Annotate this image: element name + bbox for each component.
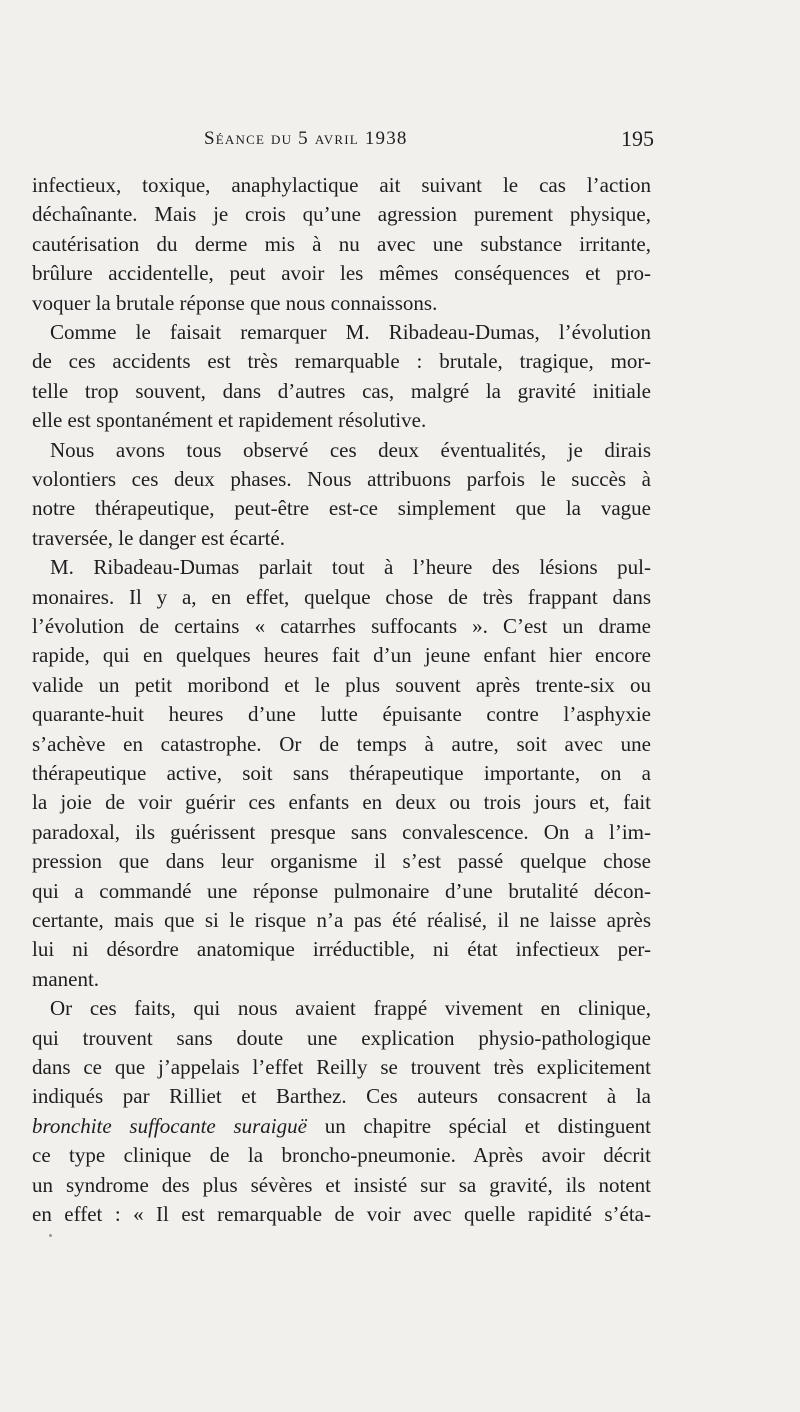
margin-speck: [49, 1234, 52, 1237]
text-line: Nous avons tous observé ces deux éventualités, je dirais: [50, 437, 651, 462]
text-line: cautérisation du derme mis à nu avec une substance irritante,: [32, 231, 651, 256]
text-line: s’achève en catastrophe. Or de temps à autre, soit avec une: [32, 731, 651, 756]
text-line: Comme le faisait remarquer M. Ribadeau-Dumas, l’évolution: [50, 320, 651, 344]
text-line: infectieux, toxique, anaphylactique ait suivant le cas l’action: [32, 173, 651, 197]
text-line: indiqués par Rilliet et Barthez. Ces auteurs consacrent à la: [32, 1084, 651, 1109]
text-line: [32, 1111, 651, 1141]
text-line: pression que dans leur organisme il s’est passé quelque chose: [32, 849, 651, 874]
text-line: valide un petit moribond et le plus souvent après trente-six ou: [32, 672, 651, 697]
text-line: certante, mais que si le risque n’a pas été réalisé, il ne laisse après: [32, 908, 651, 932]
text-line: qui a commandé une réponse pulmonaire d’une brutalité décon-: [32, 878, 651, 903]
text-line: quarante-huit heures d’une lutte épuisante contre l’asphyxie: [32, 702, 651, 727]
text-line: M. Ribadeau-Dumas parlait tout à l’heure des lésions pul-: [50, 555, 651, 580]
text-line: notre thérapeutique, peut-être est-ce simplement que la vague: [32, 496, 651, 521]
text-line: qui trouvent sans doute une explication physio-pathologique: [32, 1025, 651, 1050]
text-line: en effet : « Il est remarquable de voir avec quelle rapidité s’éta-: [32, 1202, 651, 1226]
text-line: monaires. Il y a, en effet, quelque chose de très frappant dans: [32, 584, 651, 609]
italic-phrase: bronchite suffocante suraiguë: [32, 1113, 307, 1138]
text-line: paradoxal, ils guérissent presque sans convalescence. On a l’im-: [32, 819, 651, 844]
text-line: lui ni désordre anatomique irréductible, ni état infectieux per-: [32, 937, 651, 962]
running-title: Séance du 5 avril 1938: [204, 128, 408, 149]
text-line: dans ce que j’appelais l’effet Reilly se trouvent très explicitement: [32, 1055, 651, 1079]
line-text: un chapitre spécial et distinguent: [306, 1113, 651, 1138]
text-line: brûlure accidentelle, peut avoir les mêmes conséquences et pro-: [32, 261, 651, 286]
text-line: la joie de voir guérir ces enfants en deux ou trois jours et, fait: [32, 790, 651, 815]
text-line: traversée, le danger est écarté.: [32, 525, 286, 550]
text-line: l’évolution de certains « catarrhes suffocants ». C’est un drame: [32, 614, 651, 638]
text-line: elle est spontanément et rapidement résolutive.: [32, 408, 427, 433]
text-line: voquer la brutale réponse que nous connaissons.: [32, 290, 438, 315]
text-line: rapide, qui en quelques heures fait d’un jeune enfant hier encore: [32, 643, 651, 668]
text-line: un syndrome des plus sévères et insisté sur sa gravité, ils notent: [32, 1172, 651, 1197]
text-line: manent.: [32, 966, 100, 991]
running-head: [32, 128, 654, 158]
text-line: telle trop souvent, dans d’autres cas, malgré la gravité initiale: [32, 378, 651, 403]
text-line: Or ces faits, qui nous avaient frappé vivement en clinique,: [50, 996, 651, 1021]
text-line: volontiers ces deux phases. Nous attribuons parfois le succès à: [32, 467, 651, 491]
page-number: 195: [621, 126, 654, 151]
text-line: thérapeutique active, soit sans thérapeutique importante, on a: [32, 761, 651, 785]
text-line: ce type clinique de la broncho-pneumonie. Après avoir décrit: [32, 1143, 651, 1168]
text-line: déchaînante. Mais je crois qu’une agression purement physique,: [32, 202, 651, 227]
text-line: de ces accidents est très remarquable : brutale, tragique, mor-: [32, 349, 651, 374]
